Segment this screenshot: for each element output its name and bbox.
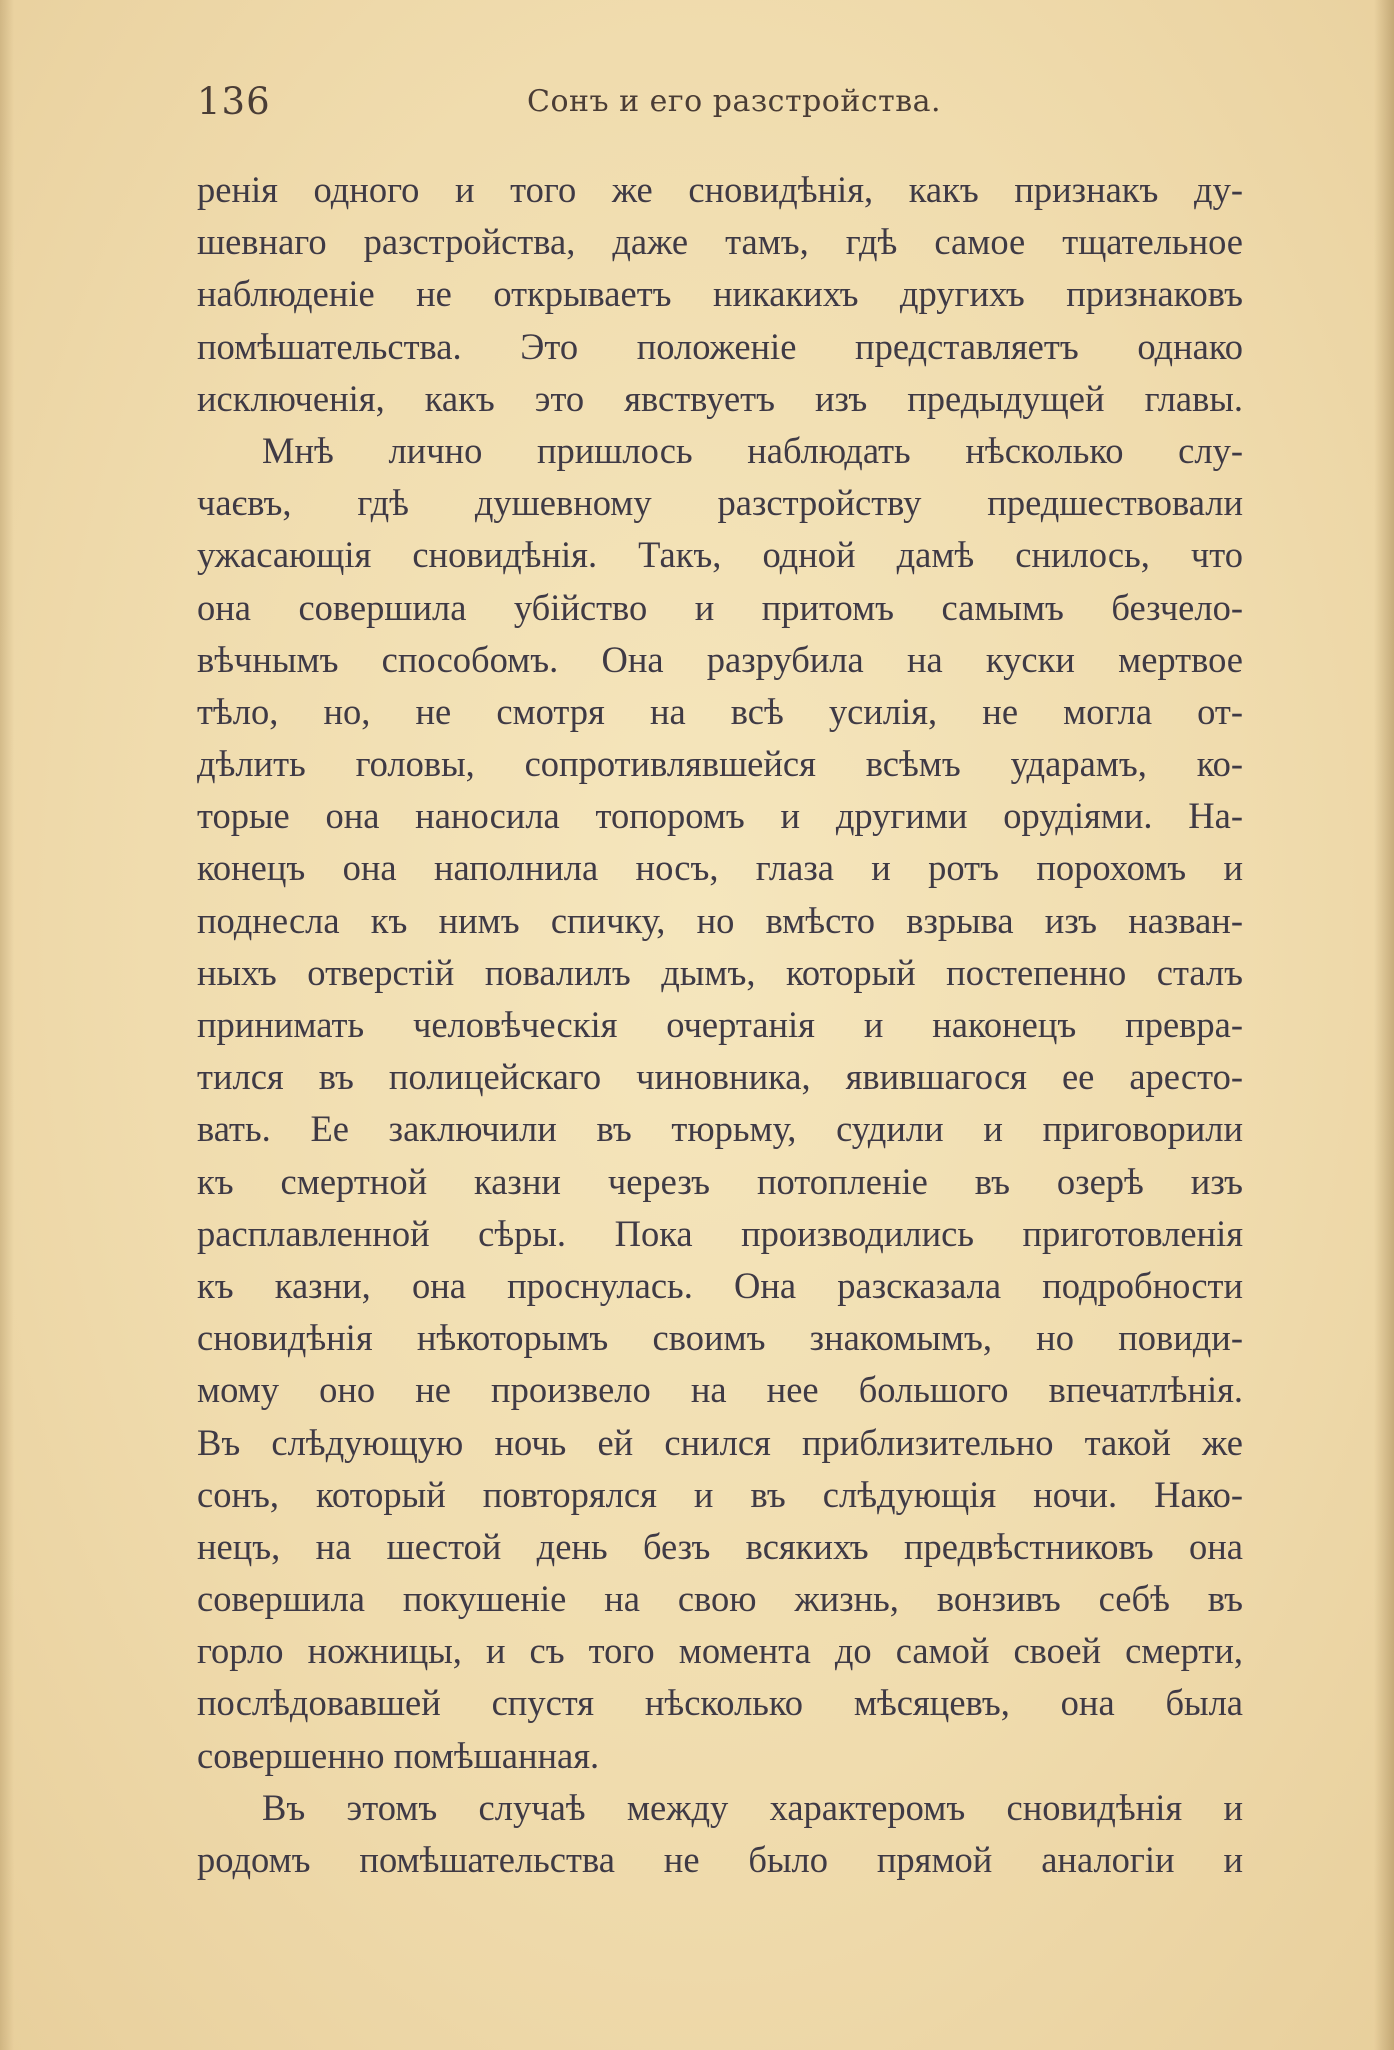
text-line: къ казни, она проснулась. Она разсказала подробности [197, 1264, 1243, 1306]
text-line: къ смертной казни черезъ потопленіе въ озерѣ изъ [197, 1160, 1243, 1202]
text-line: Въ слѣдующую ночь ей снился приблизительно такой же [197, 1421, 1243, 1463]
text-line: Въ этомъ случаѣ между характеромъ сновидѣнія и [262, 1786, 1243, 1828]
text-line: конецъ она наполнила носъ, глаза и ротъ порохомъ и [197, 847, 1243, 889]
text-line: совершенно помѣшанная. [197, 1734, 600, 1776]
running-head-title: Сонъ и его разстройства. [527, 84, 942, 119]
page-edge-shadow-left [0, 0, 14, 2050]
text-line: тѣло, но, не смотря на всѣ усилія, не могла от- [197, 690, 1243, 732]
text-line: она совершила убійство и притомъ самымъ безчело- [197, 586, 1243, 628]
text-line: послѣдовавшей спустя нѣсколько мѣсяцевъ, она была [197, 1682, 1243, 1724]
body-text [197, 164, 1243, 1886]
text-line: ныхъ отверстій повалилъ дымъ, который постепенно сталъ [197, 951, 1243, 993]
text-line: горло ножницы, и съ того момента до самой своей смерти, [197, 1630, 1243, 1672]
text-line: вать. Ее заключили въ тюрьму, судили и приговорили [197, 1108, 1243, 1150]
text-line: расплавленной сѣры. Пока производились приготовленія [197, 1212, 1243, 1254]
text-line: поднесла къ нимъ спичку, но вмѣсто взрыва изъ назван- [197, 899, 1243, 941]
text-line: сонъ, который повторялся и въ слѣдующія ночи. Нако- [197, 1473, 1243, 1515]
text-line: мому оно не произвело на нее большого впечатлѣнія. [197, 1369, 1243, 1411]
text-line: наблюденіе не открываетъ никакихъ другихъ признаковъ [197, 273, 1243, 315]
text-line: чаєвъ, гдѣ душевному разстройству предшествовали [197, 482, 1243, 524]
text-line: ренія одного и того же сновидѣнія, какъ признакъ ду- [197, 169, 1243, 210]
text-line: шевнаго разстройства, даже тамъ, гдѣ самое тщательное [197, 221, 1243, 263]
text-line: сновидѣнія нѣкоторымъ своимъ знакомымъ, но повиди- [197, 1317, 1243, 1359]
text-line: нецъ, на шестой день безъ всякихъ предвѣстниковъ она [197, 1525, 1243, 1567]
page-number: 136 [197, 80, 271, 123]
text-line: принимать человѣческія очертанія и наконецъ превра- [197, 1004, 1243, 1045]
text-line: совершила покушеніе на свою жизнь, вонзивъ себѣ въ [197, 1578, 1243, 1620]
text-line: ужасающія сновидѣнія. Такъ, одной дамѣ снилось, что [197, 534, 1243, 576]
text-line: помѣшательства. Это положеніе представляетъ однако [197, 325, 1243, 367]
text-line: Мнѣ лично пришлось наблюдать нѣсколько слу- [262, 429, 1243, 471]
text-line: вѣчнымъ способомъ. Она разрубила на куски мертвое [197, 638, 1243, 680]
text-line: родомъ помѣшательства не было прямой аналогіи и [197, 1839, 1243, 1880]
text-line: торые она наносила топоромъ и другими орудіями. На- [197, 795, 1243, 837]
text-line: исключенія, какъ это явствуетъ изъ предыдущей главы. [197, 377, 1243, 419]
running-head [197, 74, 1243, 134]
text-line: дѣлить головы, сопротивлявшейся всѣмъ ударамъ, ко- [197, 743, 1243, 785]
text-line: тился въ полицейскаго чиновника, явившагося ее аресто- [197, 1056, 1243, 1098]
page-edge-shadow-right [1374, 0, 1394, 2050]
